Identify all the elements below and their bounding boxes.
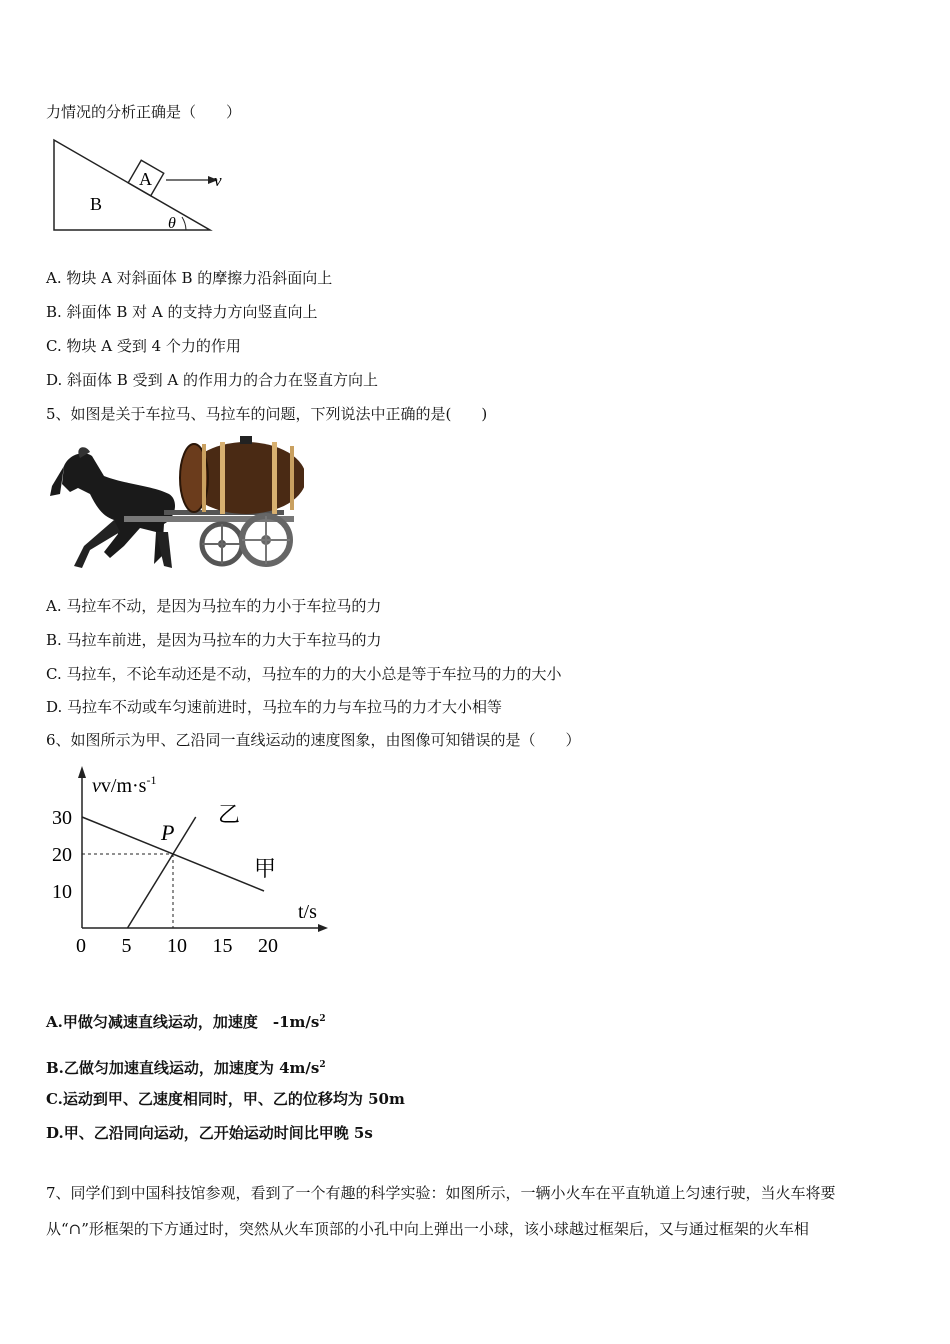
y-tick-label: 20 [52,844,72,866]
x-tick-label: 5 [121,935,132,957]
y-tick-label: 10 [52,881,72,903]
q7-line-2: 从“∩”形框架的下方通过时，突然从火车顶部的小孔中向上弹出一小球，该小球越过框架后，又与通过框架的火车相 [46,1220,809,1238]
y-axis-label: $vv/m\cdot s^{-1}$ [92,773,157,797]
x-tick-label: 15 [212,935,233,957]
q4-option-d: D. 斜面体 B 受到 A 的作用力的合力在竖直方向上 [46,371,378,389]
q4-option-b: B. 斜面体 B 对 A 的支持力方向竖直向上 [46,303,318,321]
velocity-label: v [214,171,222,190]
series-label-jia: 甲 [254,856,277,881]
velocity-time-graph [46,764,336,964]
x-tick-label: 0 [76,935,86,957]
point-label: P [161,820,175,845]
q6-option-c: C.运动到甲、乙速度相同时，甲、乙的位移均为 50m [46,1090,405,1108]
q5-option-a: A. 马拉车不动，是因为马拉车的力小于车拉马的力 [46,597,382,615]
x-tick-label: 10 [167,935,187,957]
y-tick-label: 30 [52,807,72,829]
q6-option-b: B.乙做匀加速直线运动，加速度为 $4m/s^2$ [46,1059,326,1077]
x-axis-label: t/s [298,901,317,923]
x-tick-label: 20 [258,935,278,957]
q5-option-b: B. 马拉车前进，是因为马拉车的力大于车拉马的力 [46,631,382,649]
horse-cart-image [44,436,304,578]
q5-option-d: D. 马拉车不动或车匀速前进时，马拉车的力与车拉马的力才大小相等 [46,698,503,716]
q4-stem-tail: 力情况的分析正确是（ ） [46,103,242,121]
q5-stem: 5、如图是关于车拉马、马拉车的问题，下列说法中正确的是( ) [46,405,488,423]
q4-option-c: C. 物块 A 受到 4 个力的作用 [46,337,241,355]
incline-figure [48,136,238,236]
q4-option-a: A. 物块 A 对斜面体 B 的摩擦力沿斜面向上 [46,269,333,287]
incline-label: B [90,194,103,214]
series-label-yi: 乙 [218,802,241,827]
q6-option-a: A.甲做匀减速直线运动，加速度 $-1m/s^2$ [46,1013,326,1031]
angle-label: θ [168,215,176,232]
q6-stem: 6、如图所示为甲、乙沿同一直线运动的速度图象，由图像可知错误的是（ ） [46,731,581,749]
block-label: A [139,169,152,189]
q5-option-c: C. 马拉车，不论车动还是不动，马拉车的力的大小总是等于车拉马的力的大小 [46,665,562,683]
q7-line-1: 7、同学们到中国科技馆参观，看到了一个有趣的科学实验：如图所示，一辆小火车在平直轨道上匀速行驶，当火车将要 [46,1184,836,1202]
q6-option-d: D.甲、乙沿同向运动，乙开始运动时间比甲晚 5s [46,1124,373,1142]
